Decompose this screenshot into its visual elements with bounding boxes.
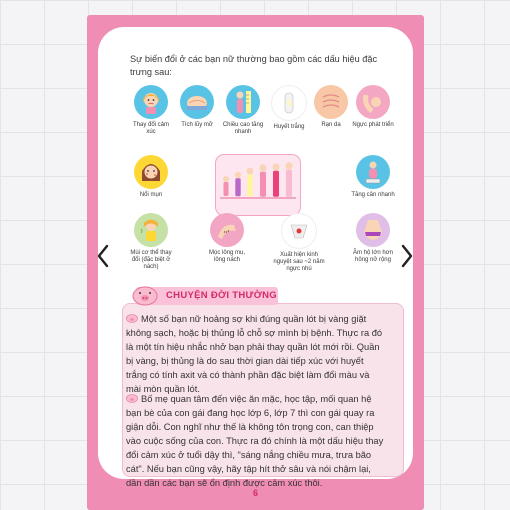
sign-label: Thay đổi cảm xúc [132,122,169,135]
paragraph-text: Bố mẹ quan tâm đến việc ăn mặc, học tập, mối quan hệ bạn bè của con gái đang học lớp 6, lớp 7 thì con gái quay ra giận dỗi. Con nghĩ như thế là không tôn trọng con, can thiệp vào cuộc sống của con. Thực ra đó chính là một dấu hiệu thay đổi cảm xúc ở tuổi dậy thì, "sáng nắng chiều mưa, trưa bão cát". Nếu bạn cũng vậy, hãy tập hít thở sâu và nói chậm lại, dần dần các bạn sẽ ổn định được cảm xúc thôi. [126,394,384,488]
underarm-hair-icon [210,213,244,247]
intro-text: Sự biến đổi ở các bạn nữ thường bao gồm các dấu hiệu đặc trưng sau: [130,54,378,77]
sign-label: Mọc lông mu, lông nách [208,250,245,263]
sign-emotion [128,85,174,136]
page-number: 6 [252,488,258,498]
sign-odor [128,213,174,271]
growth-stages-illustration [215,154,301,216]
sanitary-pad-icon [271,85,307,121]
breast-development-icon [356,85,390,119]
sign-weight [350,155,396,199]
sign-label: Tích lũy mỡ [181,122,213,128]
sign-hair [204,213,250,264]
acne-girl-icon [134,155,168,189]
sign-label: Huyết trắng [273,124,305,130]
sign-menstruation [272,213,326,273]
body-odor-icon [134,213,168,247]
sign-breast [350,85,396,129]
stretch-marks-icon [314,85,348,119]
section-title-banner [136,287,278,305]
sign-fat [174,85,220,129]
weight-gain-icon [356,155,390,189]
sign-height [220,85,266,136]
piglet-bullet-icon [126,314,138,323]
chevron-right-icon[interactable] [400,244,414,268]
sign-label: Tăng cân nhanh [351,192,395,198]
sign-label: Xuất hiện kinh nguyệt sau ~2 năm ngực nhú [273,252,325,272]
sign-label: Âm hộ lớn hơn hông nở rộng [353,250,393,263]
emotional-girl-icon [134,85,168,119]
section-title: CHUYỆN ĐỜI THƯỜNG [166,290,277,301]
wider-hips-icon [356,213,390,247]
belly-fat-icon [180,85,214,119]
piglet-icon [130,282,160,308]
story-paragraph-1 [126,312,384,396]
sign-label: Chiều cao tăng nhanh [222,122,264,135]
sign-acne [128,155,174,199]
sign-label: Ngực phát triển [352,122,394,128]
story-paragraph-2 [126,392,384,490]
sign-hips [350,213,396,264]
piglet-bullet-icon [126,394,138,403]
sign-discharge [266,85,312,131]
sign-label: Rạn da [321,122,341,128]
sign-label: Mùi cơ thể thay đổi (đặc biệt ở nách) [130,250,172,270]
book-page [87,15,424,510]
paragraph-text: Một số bạn nữ hoảng sợ khi đúng quần lót bị vàng giặt không sạch, hoặc bị thủng lỗ chỗ sợ mình bị bệnh. Thực ra đó là một tín hiệu nhắc nhở bạn phải thay quần lót mới rồi. Quần bị vàng, bị thủng là do sau thời gian dài tiếp xúc với huyết trắng có tính axit và có thành phần đặc biệt làm đổi màu và mài mòn quần lót. [126,314,383,394]
sign-label: Nổi mụn [139,192,163,198]
sign-stretch [308,85,354,129]
menstruation-icon [281,213,317,249]
height-measure-icon [226,85,260,119]
chevron-left-icon[interactable] [96,244,110,268]
content-card [98,27,413,488]
